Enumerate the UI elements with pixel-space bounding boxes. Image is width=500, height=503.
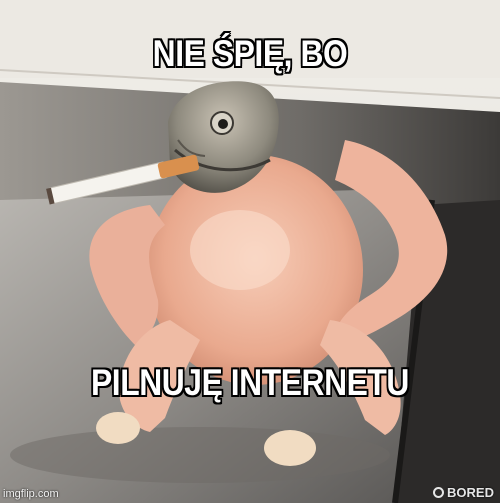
- meme-bottom-text: PILNUJĘ INTERNETU: [90, 362, 409, 403]
- bored-watermark-text: BORED: [447, 485, 494, 500]
- imgflip-watermark: imgflip.com: [3, 488, 59, 500]
- bored-logo-icon: [433, 487, 444, 498]
- bored-watermark: [433, 485, 494, 500]
- meme-top-text: NIE ŚPIĘ, BO: [152, 33, 348, 74]
